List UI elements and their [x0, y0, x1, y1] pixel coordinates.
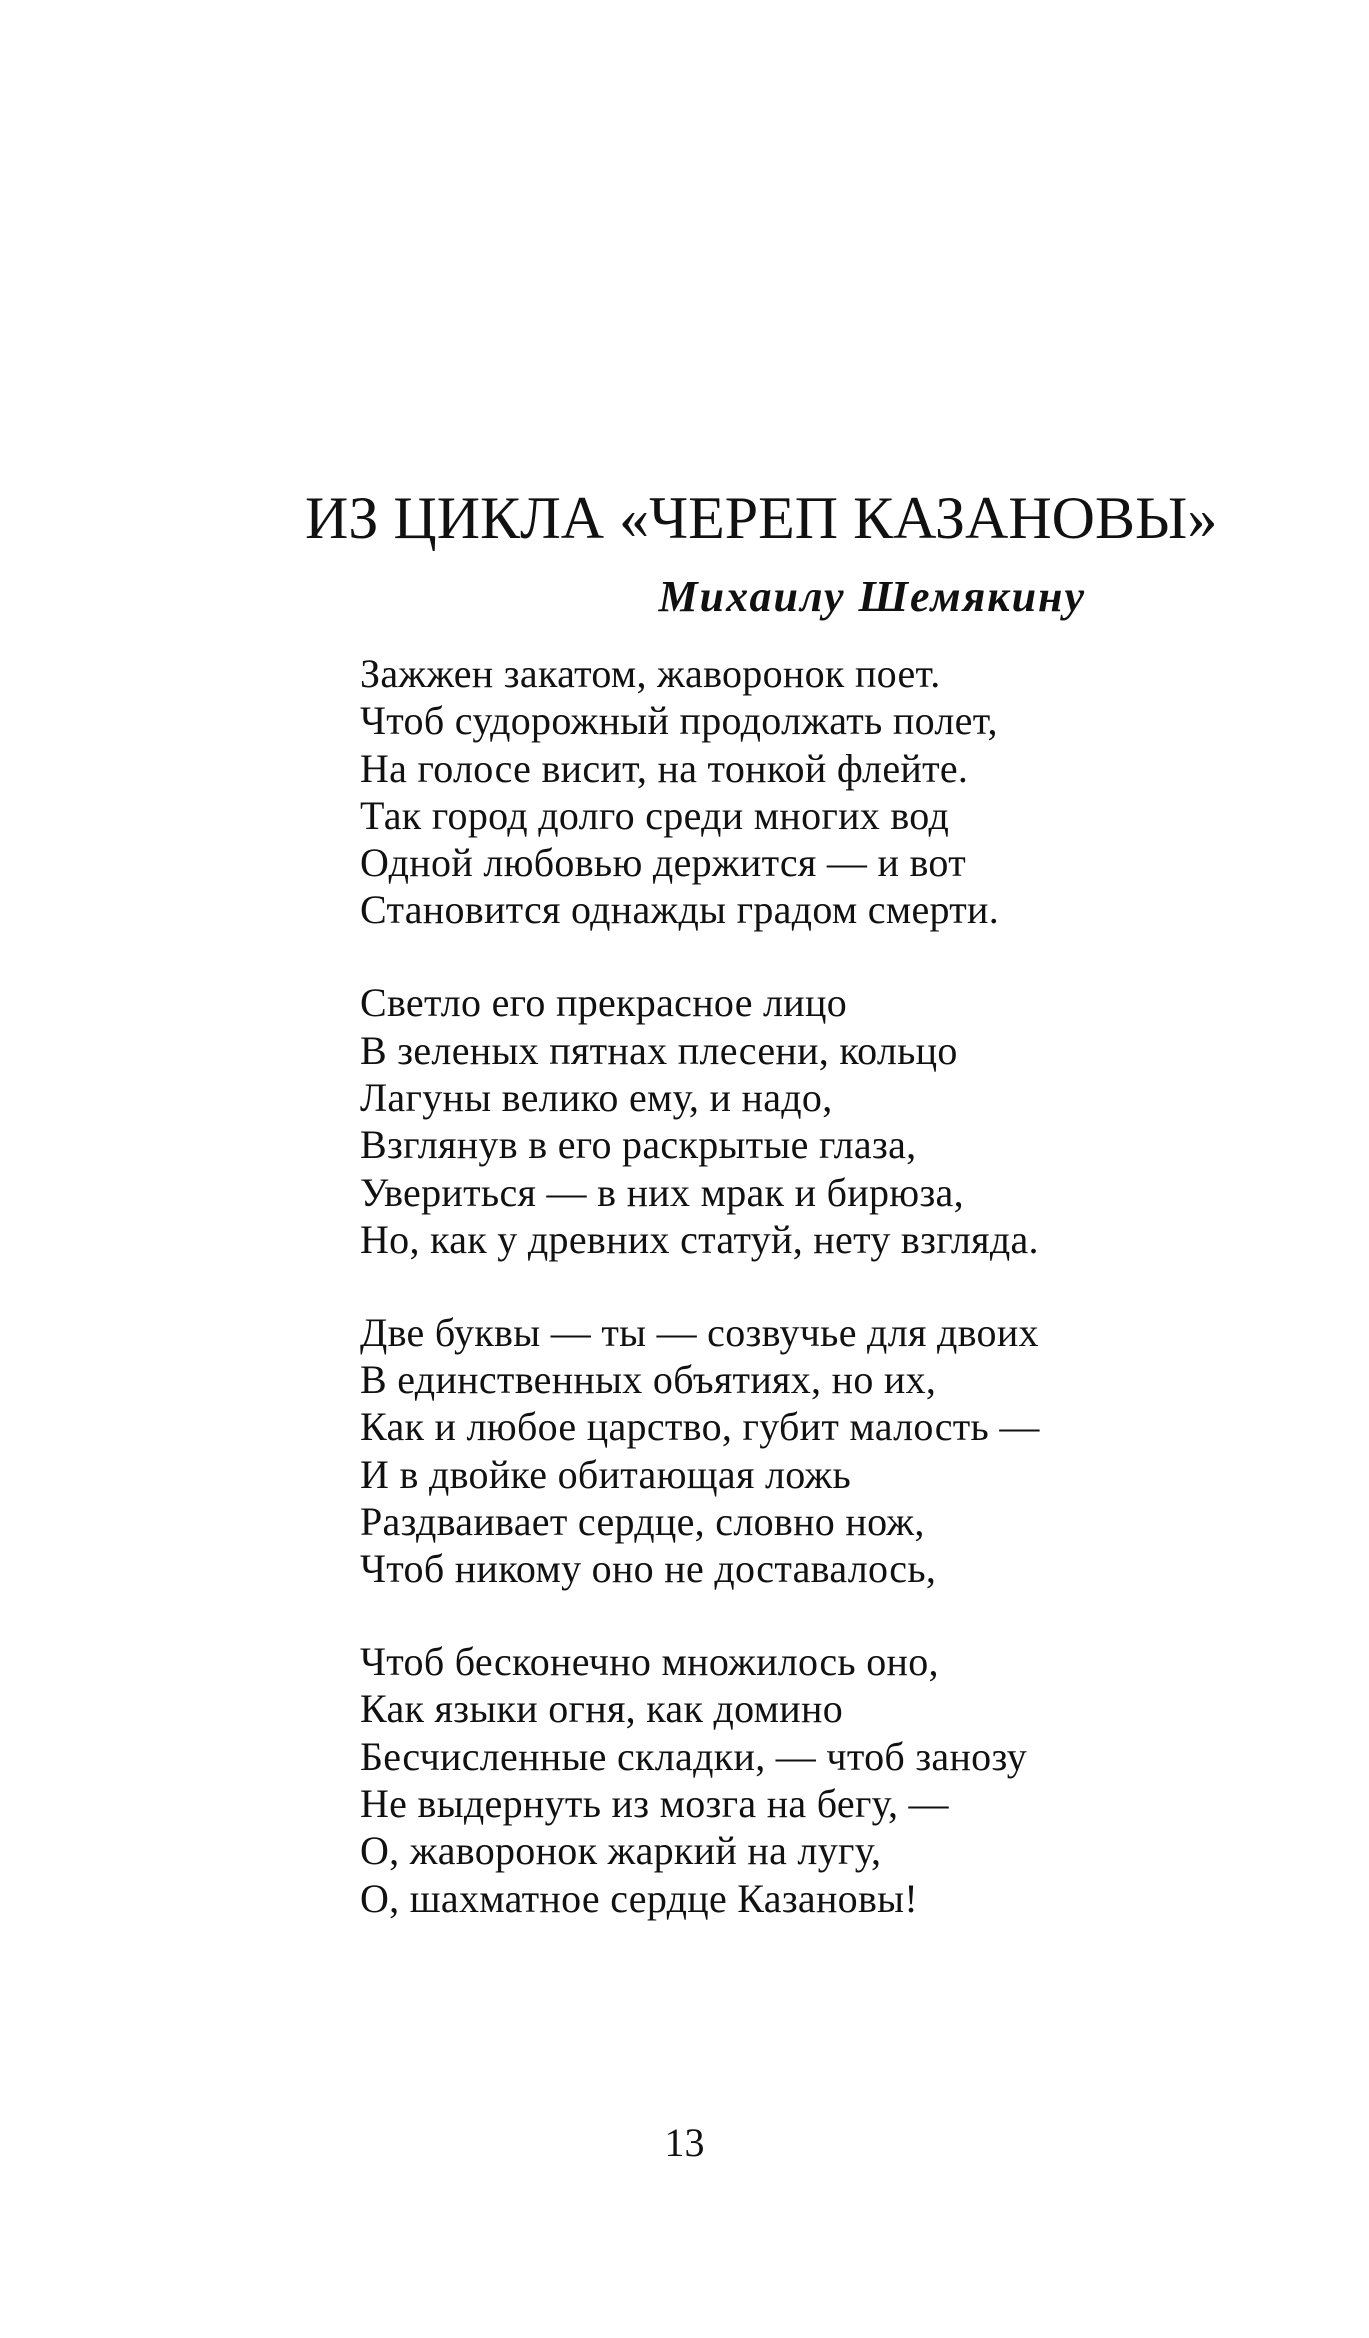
poem-line: Чтоб никому оно не доставалось,	[360, 1546, 937, 1592]
page-number: 13	[664, 2120, 705, 2165]
poem-line: Лагуны велико ему, и надо,	[360, 1074, 833, 1120]
dedication: Михаилу Шемякину	[658, 572, 1086, 621]
poem-line: В зеленых пятнах плесени, кольцо	[360, 1027, 958, 1073]
poem-line: Не выдернуть из мозга на бегу, —	[360, 1781, 949, 1827]
poem-line: О, жаворонок жаркий на лугу,	[360, 1828, 882, 1874]
stanza-2	[360, 979, 1040, 1263]
poem-line: Чтоб бесконечно множилось оно,	[360, 1639, 939, 1685]
poem-line: Взглянув в его раскрытые глаза,	[360, 1122, 917, 1168]
poem-line: И в двойке обитающая ложь	[360, 1451, 851, 1497]
poem-line: Одной любовью держится — и вот	[360, 840, 966, 886]
poem-line: Бесчисленные складки, — чтоб занозу	[360, 1733, 1028, 1779]
poem-line: Увериться — в них мрак и бирюза,	[360, 1169, 964, 1215]
poem-line: Светло его прекрасное лицо	[360, 980, 848, 1026]
poem-line: Так город долго среди многих вод	[360, 792, 950, 838]
poem-line: На голосе висит, на тонкой флейте.	[360, 745, 969, 791]
stanza-3	[360, 1309, 1040, 1593]
poem-line: Как и любое царство, губит малость —	[360, 1404, 1040, 1450]
poem-line: В единственных объятиях, но их,	[360, 1357, 937, 1403]
stanza-4	[360, 1638, 1040, 1922]
poem-line: Но, как у древних статуй, нету взгляда.	[360, 1216, 1039, 1262]
poem-line: Две буквы — ты — созвучье для двоих	[360, 1309, 1039, 1355]
poem-line: Чтоб судорожный продолжать полет,	[360, 698, 998, 744]
poem-line: Как языки огня, как домино	[360, 1686, 843, 1732]
poem-body	[360, 650, 1040, 1968]
poem-line: Становится однажды градом смерти.	[360, 887, 1000, 933]
poem-line: Зажжен закатом, жаворонок поет.	[360, 651, 941, 696]
poem-line: О, шахматное сердце Казановы!	[360, 1875, 918, 1921]
poem-title: ИЗ ЦИКЛА «ЧЕРЕП КАЗАНОВЫ»	[305, 485, 1218, 551]
stanza-1	[360, 650, 1040, 934]
poem-line: Раздваивает сердце, словно нож,	[360, 1498, 925, 1544]
